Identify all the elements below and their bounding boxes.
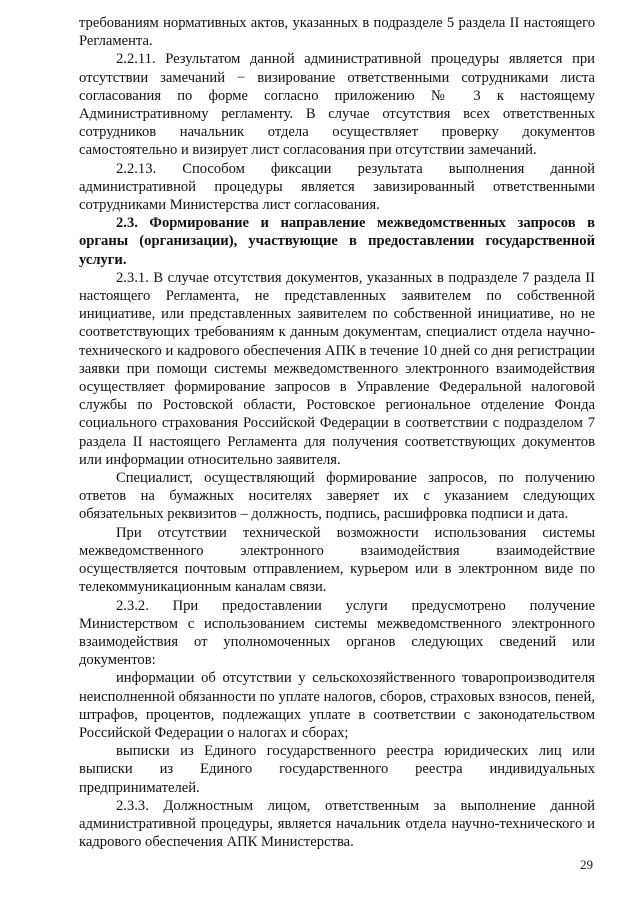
paragraph-2-2-13: 2.2.13. Способом фиксации результата выполнения данной административной процедуры является завизированный ответственными сотрудниками Министерства лист согласования. — [79, 160, 595, 214]
section-heading-2-3: 2.3. Формирование и направление межведомственных запросов в органы (организации), участвующие в предоставлении государственной услуги. — [79, 215, 595, 268]
paragraph-1: требованиям нормативных актов, указанных в подразделе 5 раздела II настоящего Регламента. — [79, 15, 595, 50]
paragraph-2-2-11: 2.2.11. Результатом данной административной процедуры является при отсутствии замечаний − визирование ответственными сотрудниками листа согласования по форме согласно приложению № 3 к настоящему Административному регламенту. В случае отсутствия всех ответственных сотрудников начальник отдела осуществляет проверку документов самостоятельно и визирует лист согласования при отсутствии замечаний. — [79, 51, 595, 159]
paragraph-2-3-3: 2.3.3. Должностным лицом, ответственным за выполнение данной административной процедуры, является начальник отдела научно-технического и кадрового обеспечения АПК Министерства. — [79, 797, 595, 851]
document-page — [79, 14, 595, 851]
paragraph-2-3-2: 2.3.2. При предоставлении услуги предусмотрено получение Министерством с использованием системы межведомственного электронного взаимодействия от уполномоченных органов следующих сведений или документов: — [79, 597, 595, 669]
paragraph-specialist: Специалист, осуществляющий формирование запросов, по получению ответов на бумажных носителях заверяет их с указанием следующих обязательных реквизитов – должность, подпись, расшифровка подписи и дата. — [79, 470, 595, 523]
paragraph-no-technical-possibility: При отсутствии технической возможности использования системы межведомственного электронного взаимодействия взаимодействие осуществляется почтовым отправлением, курьером или в электронном виде по телекоммуникационным каналам связи. — [79, 524, 595, 596]
paragraph-2-3-1: 2.3.1. В случае отсутствия документов, указанных в подразделе 7 раздела II настоящего Регламента, не представленных заявителем по собственной инициативе, или представленных заявителем по собственной инициативе, но не соответствующих требованиям к данным документам, специалист отдела научно-технического и кадрового обеспечения АПК в течение 10 дней со дня регистрации заявки при помощи системы межведомственного электронного взаимодействия осуществляет формирование запросов в Управление Федеральной налоговой службы по Ростовской области, Ростовское региональное отделение Фонда социального страхования Российской Федерации в соответствии с подразделом 7 раздела II настоящего Регламента для получения соответствующих документов или информации относительно заявителя. — [79, 269, 595, 468]
list-item-registry-extract: выписки из Единого государственного реестра юридических лиц или выписки из Единого государственного реестра индивидуальных предпринимателей. — [79, 743, 595, 796]
page-number: 29 — [580, 857, 593, 872]
list-item-tax-info: информации об отсутствии у сельскохозяйственного товаропроизводителя неисполненной обязанности по уплате налогов, сборов, страховых взносов, пеней, штрафов, процентов, подлежащих уплате в соответствии с законодательством Российской Федерации о налогах и сборах; — [79, 670, 595, 741]
